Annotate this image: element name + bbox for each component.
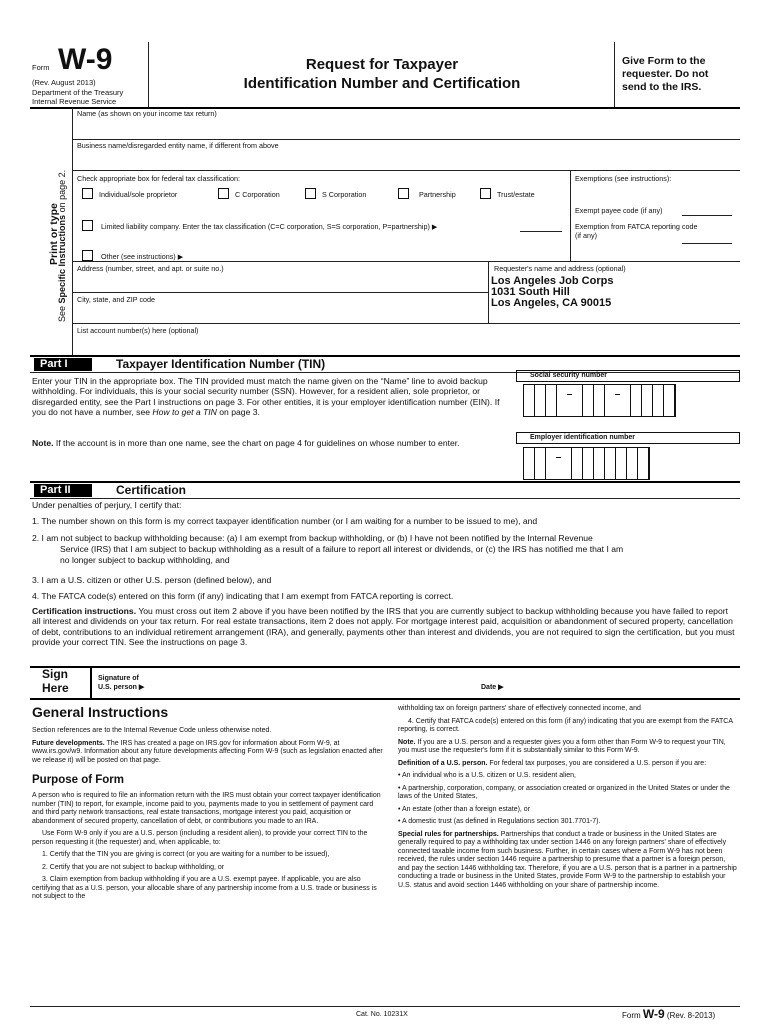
withholding-continued: withholding tax on foreign partners' share of effectively connected income, and <box>398 705 641 712</box>
footer-rule <box>30 1006 740 1007</box>
under-penalties: Under penalties of perjury, I certify that: <box>32 500 182 510</box>
ein-digit[interactable] <box>638 448 649 479</box>
checkbox-partnership[interactable]: Partnership <box>398 188 456 200</box>
catalog-number: Cat. No. 10231X <box>356 1011 408 1018</box>
account-numbers-field[interactable] <box>76 336 736 354</box>
side-print-or-type: Print or type <box>48 203 60 265</box>
address-label: Address (number, street, and apt. or suite no.) <box>77 264 224 273</box>
ssn-digit[interactable] <box>664 385 675 416</box>
checkbox-box[interactable] <box>82 220 93 231</box>
ssn-separator: – <box>557 385 583 416</box>
special-rules-partnerships: Special rules for partnerships. Partnerships that conduct a trade or business in the United States are generally required to pay a withholding tax under section 1446 on any foreign partners' share of effectively connected taxable income from such business. Further, in certain cases where a Form W-9 has not been received, the rules under section 1446 require a partnership to presume that a partner is a foreign person, and pay the section 1446 withholding tax. Therefore, if you are a U.S. person that is a partner in a partnership conducting a trade or business in the United States, provide Form W-9 to the partnership to establish your U.S. status and avoid section 1446 withholding on your share of partnership income. <box>398 830 737 889</box>
city-state-zip-label: City, state, and ZIP code <box>77 295 156 304</box>
requester-city: Los Angeles, CA 90015 <box>491 297 612 309</box>
ssn-label: Social security number <box>530 372 608 379</box>
cert-item-2-line1: 2. I am not subject to backup withholding because: (a) I am exempt from backup withholding, or (b) I have not been notified by the Internal Revenue <box>32 533 593 543</box>
exemptions-label: Exemptions (see instructions): <box>575 174 672 183</box>
address-field[interactable] <box>76 274 486 292</box>
checkbox-box[interactable] <box>82 188 93 199</box>
checkbox-trust-estate[interactable]: Trust/estate <box>480 188 535 200</box>
ssn-label-box <box>516 370 740 382</box>
part2-title: Certification <box>116 483 187 497</box>
form-title-line2: Identification Number and Certification <box>243 75 521 92</box>
general-instructions-heading: General Instructions <box>32 704 169 720</box>
name-field[interactable] <box>76 119 736 139</box>
requester-label: Requester's name and address (optional) <box>494 264 626 273</box>
purpose-item-2: 2. Certify that you are not subject to backup withholding, or <box>42 863 225 871</box>
rule-address <box>72 292 488 293</box>
ein-digit[interactable] <box>594 448 605 479</box>
ssn-digit[interactable] <box>653 385 664 416</box>
ein-digit[interactable] <box>524 448 535 479</box>
rule-city <box>72 323 740 324</box>
ein-digit[interactable] <box>627 448 638 479</box>
business-name-label: Business name/disregarded entity name, if different from above <box>77 141 279 150</box>
ssn-digit[interactable] <box>631 385 642 416</box>
ssn-separator: – <box>605 385 631 416</box>
ein-digit[interactable] <box>605 448 616 479</box>
ein-label-box <box>516 432 740 444</box>
checkbox-llc[interactable]: Limited liability company. Enter the tax classification (C=C corporation, S=S corporation, P=partnership) ▶ <box>82 220 437 232</box>
business-name-field[interactable] <box>76 151 736 170</box>
signature-of-label: Signature of <box>98 675 139 682</box>
checkbox-box[interactable] <box>305 188 316 199</box>
checkbox-box[interactable] <box>82 250 93 261</box>
header-divider-left <box>148 42 149 108</box>
date-label: Date ▶ <box>481 684 504 691</box>
ssn-input-grid[interactable] <box>523 384 676 417</box>
sign-divider <box>90 666 92 698</box>
us-person-bullet-2: • A partnership, corporation, company, or association created or organized in the United States or under the laws of the United States, <box>398 784 730 800</box>
llc-classification-line[interactable] <box>520 231 562 232</box>
requester-divider <box>488 261 489 323</box>
checkbox-box[interactable] <box>398 188 409 199</box>
ein-digit[interactable] <box>572 448 583 479</box>
revision-date: (Rev. August 2013) <box>32 78 96 87</box>
account-numbers-label: List account number(s) here (optional) <box>77 326 199 335</box>
ssn-digit[interactable] <box>546 385 557 416</box>
here-label: Here <box>42 681 69 695</box>
header-divider-right <box>614 42 615 108</box>
fatca-exemption-line[interactable] <box>682 243 732 244</box>
cert-item-2-line2: Service (IRS) that I am subject to backup withholding as a result of a failure to report all interest or dividends, or (c) the IRS has notified me that I am <box>60 544 624 554</box>
cert-instructions: Certification instructions. You must cross out item 2 above if you have been notified by the IRS that you are currently subject to backup withholding because you have failed to report all interest and dividends on your tax return. For real estate transactions, item 2 does not apply. For mortgage interest paid, acquisition or abandonment of secured property, cancellation of debt, contributions to an individual retirement arrangement (IRA), and generally, payments other than interest and dividends, you are not required to sign the certification, but you must provide your correct TIN. See the instructions on page 3. <box>32 606 735 648</box>
rule-business <box>72 170 740 171</box>
exempt-payee-label: Exempt payee code (if any) <box>575 206 663 215</box>
requester-street: 1031 South Hill <box>491 286 570 298</box>
part1-tag: Part I <box>34 358 92 371</box>
form-title-line1: Request for Taxpayer <box>305 56 459 73</box>
purpose-paragraph-2: Use Form W-9 only if you are a U.S. person (including a resident alien), to provide your correct TIN to the person requesting it (the requester) and, when applicable, to: <box>32 830 368 846</box>
ssn-digit[interactable] <box>583 385 594 416</box>
sign-label: Sign <box>42 667 68 681</box>
cert-item-4: 4. The FATCA code(s) entered on this form (if any) indicating that I am exempt from FATCA reporting is correct. <box>32 591 454 601</box>
section-references: Section references are to the Internal Revenue Code unless otherwise noted. <box>32 727 272 734</box>
ein-label: Employer identification number <box>530 434 636 441</box>
part2-tag: Part II <box>34 484 92 497</box>
ein-digit[interactable] <box>535 448 546 479</box>
us-person-bullet-1: • An individual who is a U.S. citizen or U.S. resident alien, <box>398 772 576 779</box>
city-state-zip-field[interactable] <box>76 305 486 323</box>
ssn-digit[interactable] <box>642 385 653 416</box>
exemptions-divider <box>570 170 571 261</box>
part1-instructions: Enter your TIN in the appropriate box. The TIN provided must match the name given on the “Name” line to avoid backup withholding. For individuals, this is your social security number (SSN). However, for a resident alien, sole proprietor, or disregarded entity, see the Part I instructions on page 3. For other entities, it is your employer identification number (EIN). If you do not have a number, see How to get a TIN on page 3. <box>32 376 500 418</box>
ein-separator: – <box>546 448 572 479</box>
fatca-certify-item: 4. Certify that FATCA code(s) entered on this form (if any) indicating that you are exempt from the FATCA reporting, is correct. <box>398 717 733 733</box>
checkbox-s-corporation[interactable]: S Corporation <box>305 188 366 200</box>
purpose-heading: Purpose of Form <box>32 774 125 786</box>
fields-left-rule <box>72 108 73 356</box>
checkbox-individual[interactable]: Individual/sole proprietor <box>82 188 177 200</box>
us-person-bullet-3: • An estate (other than a foreign estate), or <box>398 805 531 813</box>
purpose-item-1: 1. Certify that the TIN you are giving is correct (or you are waiting for a number to be issued), <box>42 851 330 858</box>
us-person-label: U.S. person ▶ <box>98 684 145 691</box>
fatca-exemption-label: Exemption from FATCA reporting code (if any) <box>575 222 698 240</box>
purpose-item-3: 3. Claim exemption from backup withholding if you are a U.S. exempt payee. If applicable, you are also certifying that as a U.S. person, your allocable share of any partnership income from a U.S. trade or business is not subject to the <box>32 876 377 900</box>
rule-name <box>72 139 740 140</box>
form-number: W-9 <box>58 43 113 76</box>
cert-item-2-line3: no longer subject to backup withholding, and <box>60 555 230 565</box>
ssn-digit[interactable] <box>524 385 535 416</box>
checkbox-other[interactable]: Other (see instructions) ▶ <box>82 250 183 262</box>
part1-title: Taxpayer Identification Number (TIN) <box>116 357 326 371</box>
sign-bottom-rule <box>30 698 740 700</box>
checkbox-c-corporation[interactable]: C Corporation <box>218 188 280 200</box>
name-field-label: Name (as shown on your income tax return) <box>77 109 217 118</box>
checkbox-box[interactable] <box>480 188 491 199</box>
requester-name: Los Angeles Job Corps <box>491 275 614 287</box>
ein-input-grid[interactable] <box>523 447 650 480</box>
cert-item-1: 1. The number shown on this form is my correct taxpayer identification number (or I am waiting for a number to be issued to me), and <box>32 516 538 526</box>
part1-note: Note. If the account is in more than one name, see the chart on page 4 for guidelines on whose number to enter. <box>32 438 460 448</box>
ssn-digit[interactable] <box>594 385 605 416</box>
right-instructions-column <box>398 705 738 894</box>
exempt-payee-line[interactable] <box>682 215 732 216</box>
general-instructions-column <box>32 704 386 906</box>
date-field[interactable] <box>512 670 732 694</box>
signature-field[interactable] <box>160 670 470 694</box>
cert-item-3: 3. I am a U.S. citizen or other U.S. person (defined below), and <box>32 575 272 585</box>
ein-digit[interactable] <box>583 448 594 479</box>
classification-label: Check appropriate box for federal tax classification: <box>77 174 240 183</box>
agency: Internal Revenue Service <box>32 97 117 106</box>
note-requester-form: Note. If you are a U.S. person and a requester gives you a form other than Form W-9 to request your TIN, you must use the requester's form if it is substantially similar to this Form W-9. <box>398 738 726 754</box>
form-label: Form <box>32 63 50 72</box>
rule-classification <box>72 261 740 262</box>
side-see-instructions: See Specific Instructions on page 2. <box>57 169 67 322</box>
ssn-digit[interactable] <box>535 385 546 416</box>
give-form-notice: Give Form to the requester. Do not send to the IRS. <box>622 55 709 93</box>
ein-digit[interactable] <box>616 448 627 479</box>
future-developments: Future developments. The IRS has created a page on IRS.gov for information about Form W-9, at www.irs.gov/w9. Information about any future developments affecting Form W-9 (such as legislation enacted after we release it) will be posted on that page. <box>32 739 383 764</box>
purpose-paragraph-1: A person who is required to file an information return with the IRS must obtain your correct taxpayer identification number (TIN) to report, for example, income paid to you, payments made to you in settlement of payment card and third party network transactions, real estate transactions, mortgage interest you paid, acquisition or abandonment of secured property, cancellation of debt, or contributions you made to an IRA. <box>32 792 381 825</box>
sign-top-rule <box>30 666 740 668</box>
footer-form-id: Form W-9 (Rev. 8-2013) <box>622 1007 716 1021</box>
definition-us-person: Definition of a U.S. person. For federal tax purposes, you are considered a U.S. person if you are: <box>398 759 707 767</box>
checkbox-box[interactable] <box>218 188 229 199</box>
department: Department of the Treasury <box>32 88 124 97</box>
us-person-bullet-4: • A domestic trust (as defined in Regulations section 301.7701-7). <box>398 818 601 825</box>
